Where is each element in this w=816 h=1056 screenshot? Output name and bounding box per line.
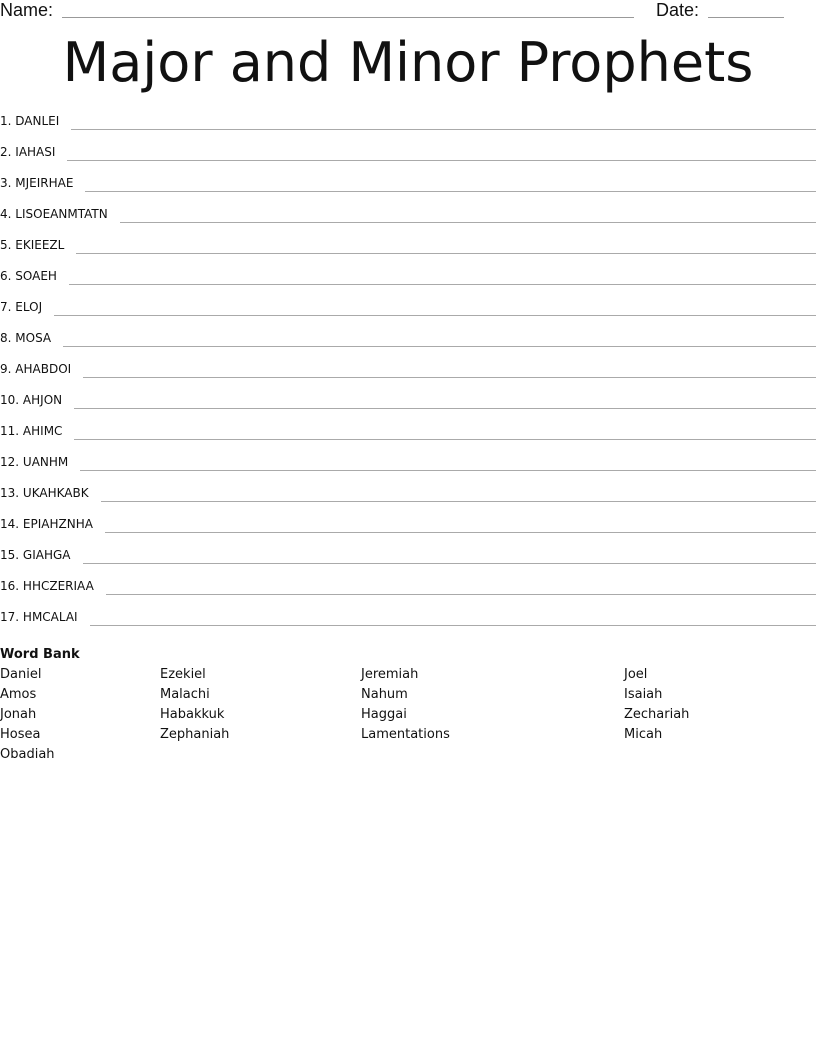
answer-line[interactable] — [85, 172, 816, 192]
item-number: 17. — [0, 610, 20, 624]
word-bank-item: Daniel — [0, 667, 42, 682]
word-bank-item: Micah — [624, 727, 663, 742]
word-bank-item: Zechariah — [624, 707, 690, 722]
answer-line[interactable] — [83, 544, 816, 564]
puzzle-item — [0, 451, 816, 482]
scrambled-word — [0, 110, 71, 132]
word-bank-item: Isaiah — [624, 687, 663, 702]
scrambled-letters: ELOJ — [15, 300, 43, 314]
word-bank-item: Lamentations — [361, 727, 450, 742]
puzzle-item — [0, 234, 816, 265]
scrambled-word — [0, 203, 120, 225]
scrambled-word — [0, 389, 74, 411]
word-bank-item: Haggai — [361, 707, 407, 722]
scrambled-word — [0, 265, 69, 287]
answer-line[interactable] — [71, 110, 816, 130]
puzzle-item — [0, 327, 816, 358]
name-field[interactable] — [62, 17, 634, 18]
word-bank-item: Nahum — [361, 687, 408, 702]
scrambled-word — [0, 234, 76, 256]
item-number: 10. — [0, 393, 20, 407]
scrambled-word — [0, 451, 80, 473]
puzzle-item — [0, 358, 816, 389]
scrambled-word — [0, 172, 85, 194]
item-number: 4. — [0, 207, 12, 221]
scrambled-letters: HMCALAI — [22, 610, 78, 624]
answer-line[interactable] — [69, 265, 816, 285]
scrambled-word — [0, 358, 83, 380]
scrambled-letters: MOSA — [15, 331, 52, 345]
item-number: 12. — [0, 455, 20, 469]
page-title: Major and Minor Prophets — [62, 31, 754, 94]
item-number: 8. — [0, 331, 12, 345]
item-number: 5. — [0, 238, 12, 252]
answer-line[interactable] — [80, 451, 816, 471]
scrambled-letters: UANHM — [22, 455, 69, 469]
puzzle-item — [0, 203, 816, 234]
item-number: 11. — [0, 424, 20, 438]
scrambled-letters: AHIMC — [22, 424, 63, 438]
item-number: 14. — [0, 517, 20, 531]
item-number: 15. — [0, 548, 20, 562]
answer-line[interactable] — [90, 606, 816, 626]
puzzle-item — [0, 606, 816, 637]
puzzle-item — [0, 482, 816, 513]
answer-line[interactable] — [63, 327, 816, 347]
word-bank-item: Malachi — [160, 687, 210, 702]
scrambled-word — [0, 482, 101, 504]
word-bank-item: Jonah — [0, 707, 37, 722]
item-number: 16. — [0, 579, 20, 593]
puzzle-item — [0, 420, 816, 451]
item-number: 1. — [0, 114, 12, 128]
answer-line[interactable] — [83, 358, 816, 378]
word-bank-title: Word Bank — [0, 647, 80, 662]
item-number: 9. — [0, 362, 12, 376]
name-label: Name: — [0, 0, 54, 20]
scrambled-letters: GIAHGA — [22, 548, 71, 562]
answer-line[interactable] — [74, 420, 816, 440]
scrambled-letters: AHJON — [22, 393, 63, 407]
item-number: 7. — [0, 300, 12, 314]
scrambled-word — [0, 513, 105, 535]
word-bank-item: Joel — [624, 667, 648, 682]
answer-line[interactable] — [74, 389, 816, 409]
word-bank-item: Habakkuk — [160, 707, 225, 722]
scrambled-word — [0, 141, 67, 163]
puzzle-item — [0, 544, 816, 575]
scrambled-letters: MJEIRHAE — [15, 176, 74, 190]
item-number: 6. — [0, 269, 12, 283]
scrambled-letters: AHABDOI — [15, 362, 72, 376]
scrambled-letters: EPIAHZNHA — [22, 517, 93, 531]
date-field[interactable] — [708, 17, 784, 18]
word-bank-item: Hosea — [0, 727, 41, 742]
puzzle-item — [0, 575, 816, 606]
scrambled-word — [0, 544, 83, 566]
answer-line[interactable] — [76, 234, 816, 254]
scrambled-letters: SOAEH — [15, 269, 57, 283]
puzzle-item — [0, 513, 816, 544]
answer-line[interactable] — [120, 203, 816, 223]
scrambled-letters: LISOEANMTATN — [15, 207, 108, 221]
scrambled-letters: UKAHKABK — [22, 486, 89, 500]
word-bank-item: Ezekiel — [160, 667, 206, 682]
puzzle-item — [0, 389, 816, 420]
item-number: 2. — [0, 145, 12, 159]
scrambled-word — [0, 420, 74, 442]
scrambled-letters: EKIEEZL — [15, 238, 65, 252]
scrambled-letters: IAHASI — [15, 145, 56, 159]
word-bank-item: Amos — [0, 687, 37, 702]
puzzle-item — [0, 141, 816, 172]
word-bank-item: Obadiah — [0, 747, 55, 762]
scrambled-word — [0, 606, 90, 628]
scrambled-letters: DANLEI — [15, 114, 60, 128]
answer-line[interactable] — [106, 575, 816, 595]
scrambled-word — [0, 575, 106, 597]
scrambled-word — [0, 327, 63, 349]
answer-line[interactable] — [67, 141, 816, 161]
scrambled-letters: HHCZERIAA — [22, 579, 94, 593]
scrambled-word — [0, 296, 54, 318]
header-row — [0, 0, 816, 20]
answer-line[interactable] — [101, 482, 816, 502]
puzzle-list — [0, 110, 816, 637]
item-number: 3. — [0, 176, 12, 190]
answer-line[interactable] — [54, 296, 816, 316]
puzzle-item — [0, 110, 816, 141]
answer-line[interactable] — [105, 513, 816, 533]
puzzle-item — [0, 296, 816, 327]
puzzle-item — [0, 172, 816, 203]
item-number: 13. — [0, 486, 20, 500]
word-bank-item: Jeremiah — [361, 667, 419, 682]
puzzle-item — [0, 265, 816, 296]
date-label: Date: — [656, 0, 700, 20]
word-bank-item: Zephaniah — [160, 727, 230, 742]
